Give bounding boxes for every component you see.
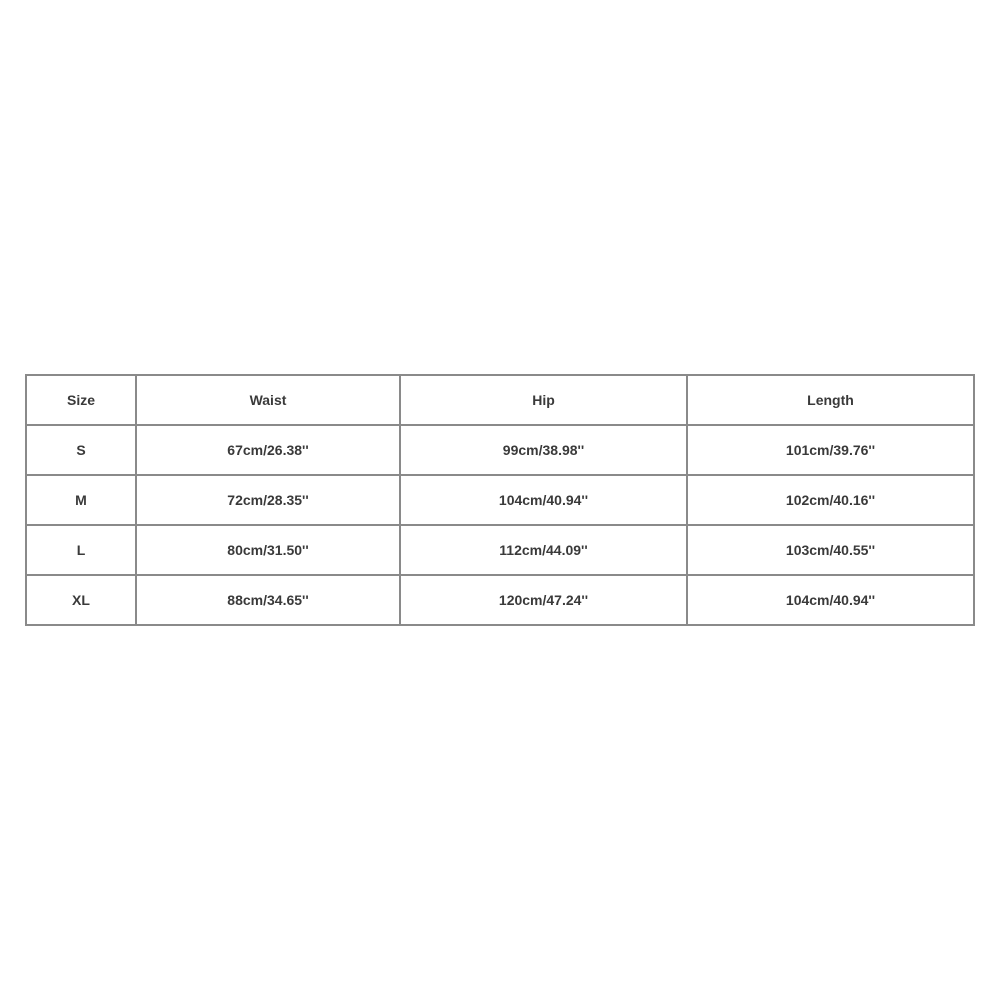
table-row — [26, 425, 974, 475]
table-row — [26, 525, 974, 575]
cell-waist: 88cm/34.65'' — [136, 575, 400, 625]
header-row — [26, 375, 974, 425]
table-body — [26, 425, 974, 625]
cell-hip: 99cm/38.98'' — [400, 425, 687, 475]
cell-length: 102cm/40.16'' — [687, 475, 974, 525]
cell-size: S — [26, 425, 136, 475]
header-hip: Hip — [400, 375, 687, 425]
cell-length: 104cm/40.94'' — [687, 575, 974, 625]
table-row — [26, 575, 974, 625]
cell-length: 101cm/39.76'' — [687, 425, 974, 475]
cell-hip: 112cm/44.09'' — [400, 525, 687, 575]
header-length: Length — [687, 375, 974, 425]
cell-size: M — [26, 475, 136, 525]
table-row — [26, 475, 974, 525]
cell-size: XL — [26, 575, 136, 625]
table-header — [26, 375, 974, 425]
cell-hip: 120cm/47.24'' — [400, 575, 687, 625]
cell-waist: 80cm/31.50'' — [136, 525, 400, 575]
header-waist: Waist — [136, 375, 400, 425]
cell-waist: 72cm/28.35'' — [136, 475, 400, 525]
cell-length: 103cm/40.55'' — [687, 525, 974, 575]
cell-size: L — [26, 525, 136, 575]
cell-hip: 104cm/40.94'' — [400, 475, 687, 525]
header-size: Size — [26, 375, 136, 425]
cell-waist: 67cm/26.38'' — [136, 425, 400, 475]
size-chart-table — [25, 374, 975, 626]
